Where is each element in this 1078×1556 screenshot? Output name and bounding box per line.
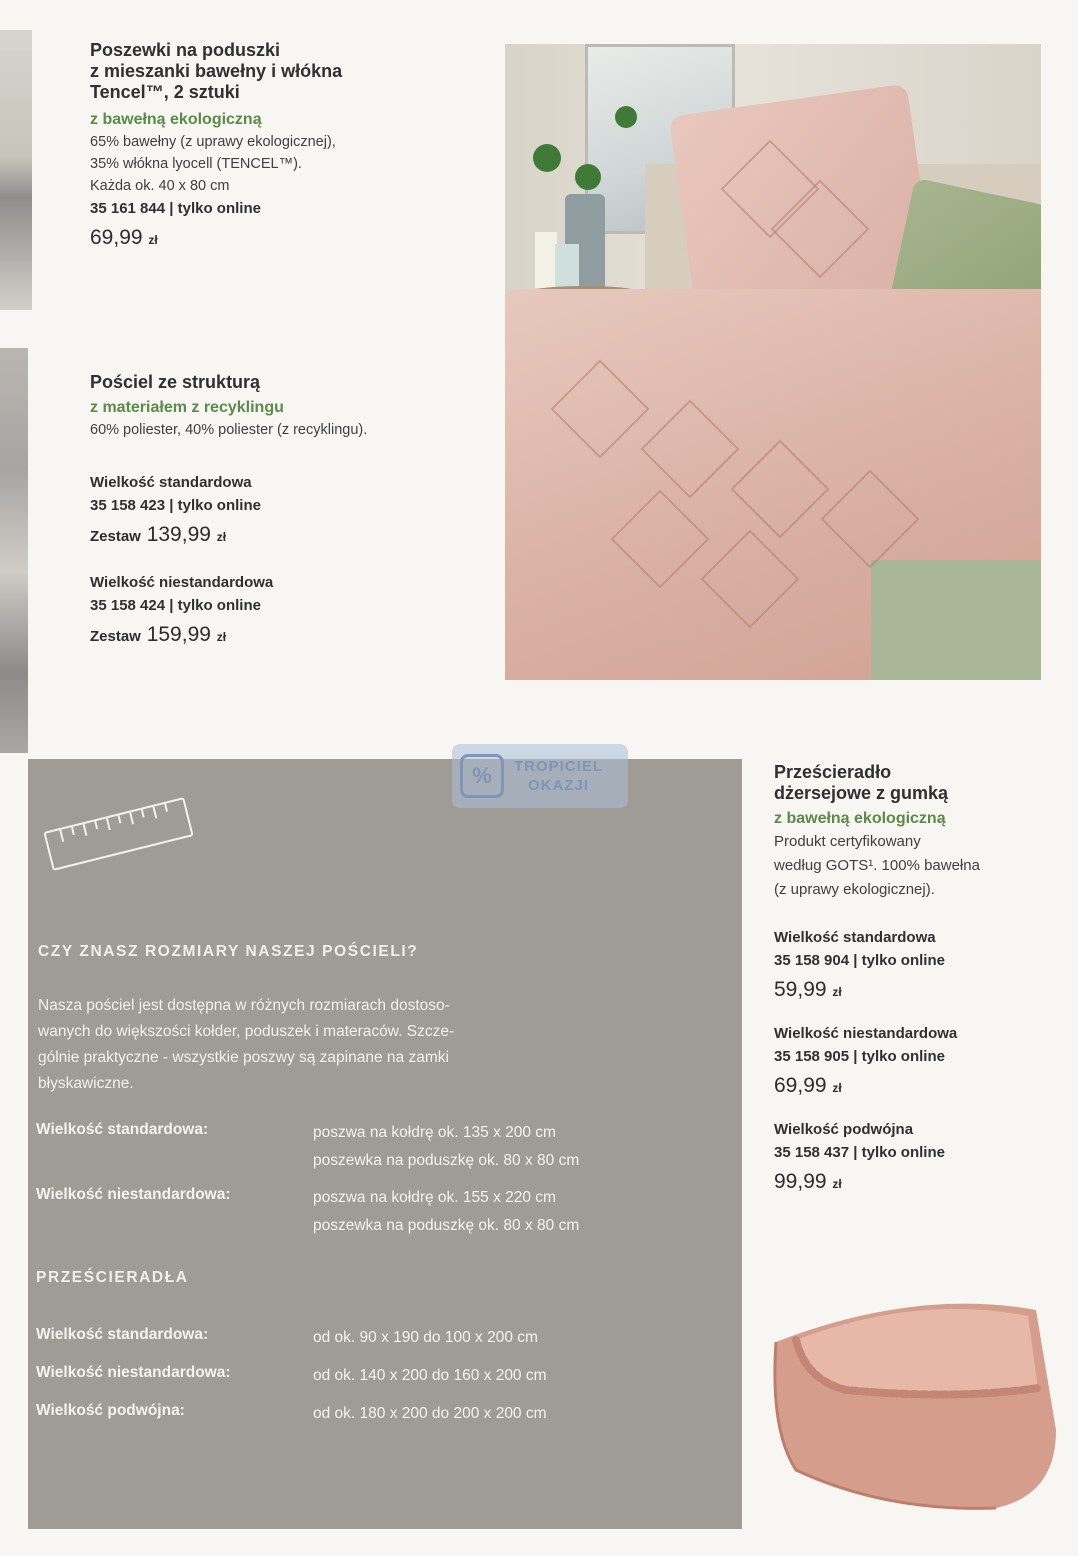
bedding-variant-nonstandard xyxy=(90,571,500,647)
pillowcases-block xyxy=(90,40,490,250)
row-label: Wielkość standardowa: xyxy=(36,1121,209,1138)
variant-code: 35 158 904 | tylko online xyxy=(774,952,945,969)
info-para-line: gólnie praktyczne - wszystkie poszwy są zapinane na zamki xyxy=(38,1049,449,1066)
pillowcases-title-1: Poszewki na poduszki xyxy=(90,40,281,60)
watermark-text xyxy=(514,757,603,795)
variant-size: Wielkość standardowa xyxy=(90,474,252,491)
sheets-heading: PRZEŚCIERADŁA xyxy=(36,1269,189,1286)
price-currency: zł xyxy=(216,630,227,644)
bedding-photo xyxy=(505,44,1041,680)
row-label: Wielkość niestandardowa: xyxy=(36,1364,231,1381)
pillowcases-desc-2: 35% włókna lyocell (TENCEL™). xyxy=(90,156,302,172)
price-currency: zł xyxy=(148,233,158,247)
info-heading: CZY ZNASZ ROZMIARY NASZEJ POŚCIELI? xyxy=(38,943,419,960)
percent-badge-icon: % xyxy=(460,754,504,798)
pillowcases-code: 35 161 844 | tylko online xyxy=(90,200,261,217)
sheet-size-row-standard xyxy=(36,1324,736,1354)
price-value: 99,99 xyxy=(774,1170,827,1193)
watermark-line: TROPICIEL xyxy=(514,758,604,775)
sheet-eco-label: z bawełną ekologiczną xyxy=(774,810,946,827)
row-label: Wielkość standardowa: xyxy=(36,1326,209,1343)
variant-size: Wielkość niestandardowa xyxy=(90,574,274,591)
size-info-panel xyxy=(28,759,742,1529)
watermark-logo xyxy=(452,744,628,808)
row-value: poszewka na poduszkę ok. 80 x 80 cm xyxy=(313,1217,580,1234)
price-value: 139,99 xyxy=(146,523,211,546)
pillowcases-eco-label: z bawełną ekologiczną xyxy=(90,111,262,128)
info-paragraph xyxy=(38,993,728,1097)
variant-code: 35 158 905 | tylko online xyxy=(774,1048,945,1065)
sheet-variant-double xyxy=(774,1118,1074,1194)
variant-size: Wielkość podwójna xyxy=(774,1121,914,1138)
price-currency: zł xyxy=(216,530,227,544)
price-value: 69,99 xyxy=(774,1074,827,1097)
left-photo-top xyxy=(0,30,32,310)
sheet-desc-1: Produkt certyfikowany xyxy=(774,833,921,850)
row-value: od ok. 180 x 200 do 200 x 200 cm xyxy=(313,1405,547,1422)
pillowcases-desc-3: Każda ok. 40 x 80 cm xyxy=(90,178,230,194)
bedding-desc: 60% poliester, 40% poliester (z recyklingu). xyxy=(90,422,368,438)
variant-size: Wielkość standardowa xyxy=(774,929,936,946)
variant-size: Wielkość niestandardowa xyxy=(774,1025,958,1042)
price-prefix: Zestaw xyxy=(90,528,141,545)
pillowcases-price xyxy=(90,226,490,250)
variant-price xyxy=(774,1170,1074,1194)
bedding-block xyxy=(90,372,500,647)
row-value: poszwa na kołdrę ok. 135 x 200 cm xyxy=(313,1124,556,1141)
pillowcases-desc-1: 65% bawełny (z uprawy ekologicznej), xyxy=(90,134,336,150)
price-value: 69,99 xyxy=(90,226,143,249)
info-para-line: Nasza pościel jest dostępna w różnych rozmiarach dostoso- xyxy=(38,997,450,1014)
watermark-line: OKAZJI xyxy=(528,777,590,794)
sheet-title-1: Prześcieradło xyxy=(774,762,892,782)
price-currency: zł xyxy=(832,1177,842,1191)
variant-price xyxy=(774,978,1074,1002)
sheet-title-2: dżersejowe z gumką xyxy=(774,783,949,803)
bedding-variant-standard xyxy=(90,471,500,547)
price-value: 59,99 xyxy=(774,978,827,1001)
sheet-size-row-double xyxy=(36,1400,736,1430)
bedding-title: Pościel ze strukturą xyxy=(90,372,261,392)
row-value: poszewka na poduszkę ok. 80 x 80 cm xyxy=(313,1152,580,1169)
row-label: Wielkość podwójna: xyxy=(36,1402,185,1419)
sheet-block xyxy=(774,762,1074,1194)
variant-code: 35 158 437 | tylko online xyxy=(774,1144,945,1161)
fitted-sheet-photo xyxy=(766,1280,1056,1510)
price-currency: zł xyxy=(832,1081,842,1095)
row-value: od ok. 140 x 200 do 160 x 200 cm xyxy=(313,1367,547,1384)
info-para-line: wanych do większości kołder, poduszek i materaców. Szcze- xyxy=(38,1023,455,1040)
pillowcases-title-2: z mieszanki bawełny i włókna xyxy=(90,61,343,81)
price-prefix: Zestaw xyxy=(90,628,141,645)
info-para-line: błyskawiczne. xyxy=(38,1075,134,1092)
variant-code: 35 158 424 | tylko online xyxy=(90,597,261,614)
sheet-size-row-nonstandard xyxy=(36,1362,736,1392)
variant-price xyxy=(774,1074,1074,1098)
sheet-desc-3: (z uprawy ekologicznej). xyxy=(774,881,935,898)
ruler-icon xyxy=(43,797,193,871)
variant-price xyxy=(90,623,500,647)
sheet-variant-standard xyxy=(774,926,1074,1002)
pillowcases-title-3: Tencel™, 2 sztuki xyxy=(90,82,240,102)
left-photo-middle xyxy=(0,348,28,753)
variant-code: 35 158 423 | tylko online xyxy=(90,497,261,514)
sheet-desc-2: według GOTS¹. 100% bawełna xyxy=(774,857,980,874)
sheet-variant-nonstandard xyxy=(774,1022,1074,1098)
bedding-eco-label: z materiałem z recyklingu xyxy=(90,399,284,416)
row-value: poszwa na kołdrę ok. 155 x 220 cm xyxy=(313,1189,556,1206)
price-value: 159,99 xyxy=(146,623,211,646)
variant-price xyxy=(90,523,500,547)
row-value: od ok. 90 x 190 do 100 x 200 cm xyxy=(313,1329,538,1346)
price-currency: zł xyxy=(832,985,842,999)
row-label: Wielkość niestandardowa: xyxy=(36,1186,231,1203)
